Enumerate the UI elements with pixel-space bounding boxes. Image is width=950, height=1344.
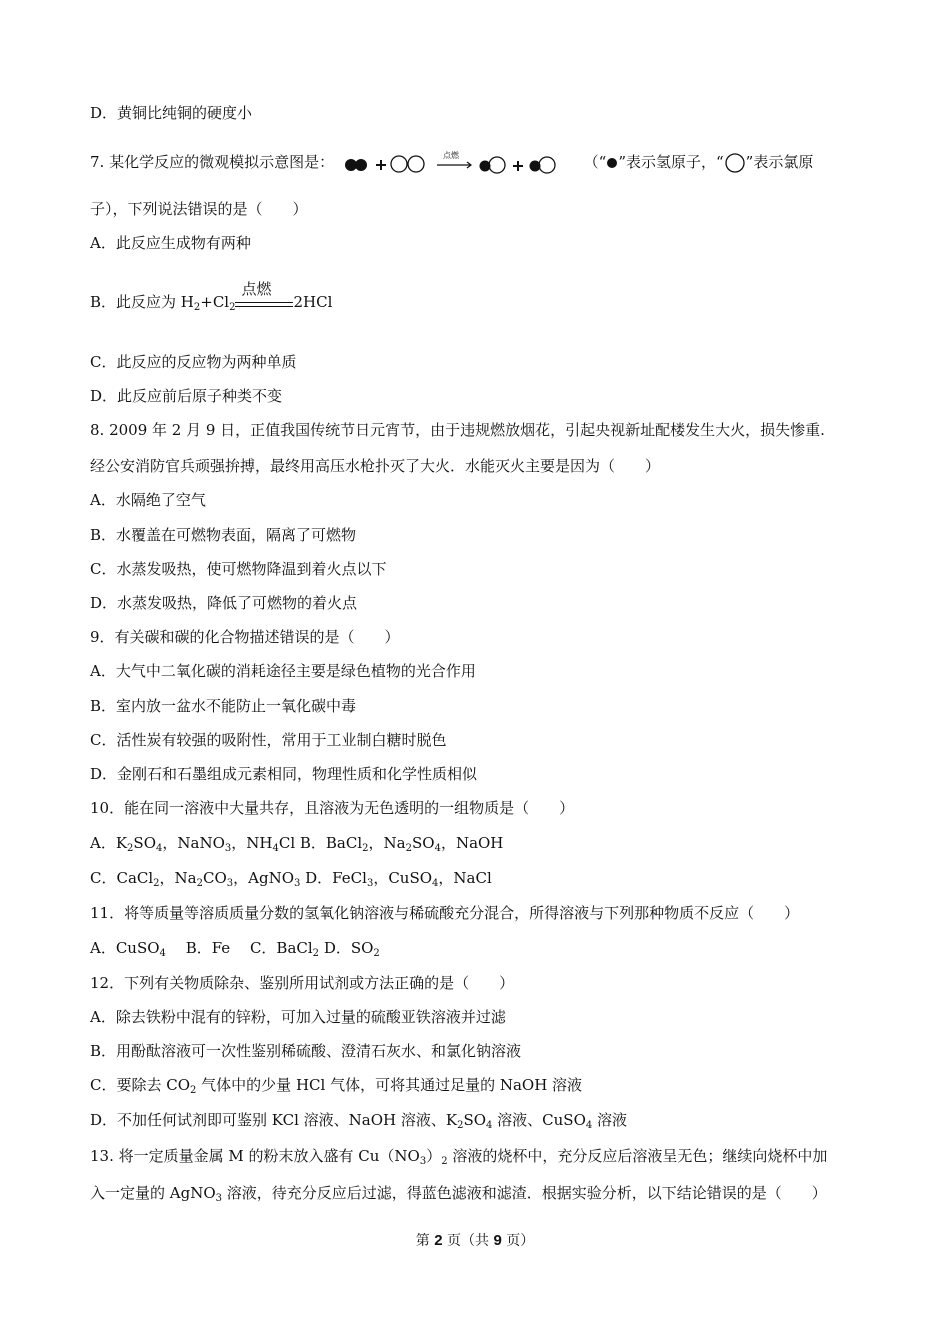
q7-stem-line2: 子），下列说法错误的是（ ） bbox=[90, 200, 308, 218]
q12-option-d: D．不加任何试剂即可鉴别 KCl 溶液、NaOH 溶液、$K_2SO_4$ 溶液、CuSO$_4$ 溶液 bbox=[90, 1111, 628, 1131]
q9-option-d: D．金刚石和石墨组成元素相同，物理性质和化学性质相似 bbox=[90, 765, 478, 783]
q6-option-d: D．黄铜比纯铜的硬度小 bbox=[90, 104, 253, 122]
q12-option-a: A．除去铁粉中混有的锌粉，可加入过量的硫酸亚铁溶液并过滤 bbox=[90, 1008, 506, 1026]
reaction-diagram bbox=[339, 150, 579, 176]
q10-stem: 10．能在同一溶液中大量共存，且溶液为无色透明的一组物质是（ ） bbox=[90, 799, 575, 817]
q7-legend-c: ”表示氯原 bbox=[745, 153, 814, 171]
q7-legend-b: ”表示氢原子，“ bbox=[618, 153, 724, 171]
q11-stem: 11．将等质量等溶质质量分数的氢氧化钠溶液与稀硫酸充分混合，所得溶液与下列那种物质不反应（ ） bbox=[90, 904, 800, 922]
h2-molecule-icon bbox=[345, 159, 367, 171]
q13-stem-line2: 入一定量的 AgNO$_3$ 溶液，待充分反应后过滤，得蓝色滤液和滤渣．根据实验分析，以下结论错误的是（ ） bbox=[90, 1184, 827, 1204]
q9-option-b: B．室内放一盆水不能防止一氧化碳中毒 bbox=[90, 697, 357, 715]
q8-option-c: C．水蒸发吸热，使可燃物降温到着火点以下 bbox=[90, 560, 387, 578]
hcl-molecule-icon bbox=[479, 157, 505, 173]
reaction-arrow-icon bbox=[437, 150, 471, 168]
q7-option-a: A．此反应生成物有两种 bbox=[90, 234, 251, 252]
page-number: 2 bbox=[434, 1232, 443, 1249]
q12-option-b: B．用酚酞溶液可一次性鉴别稀硫酸、澄清石灰水、和氯化钠溶液 bbox=[90, 1042, 522, 1060]
q8-option-d: D．水蒸发吸热，降低了可燃物的着火点 bbox=[90, 594, 358, 612]
q7-stem-a: 7. 某化学反应的微观模拟示意图是： bbox=[90, 153, 335, 171]
arrow-label: 点燃 bbox=[442, 151, 459, 160]
q12-stem: 12．下列有关物质除杂、鉴别所用试剂或方法正确的是（ ） bbox=[90, 974, 515, 992]
q8-option-a: A．水隔绝了空气 bbox=[90, 491, 206, 509]
q8-option-b: B．水覆盖在可燃物表面，隔离了可燃物 bbox=[90, 526, 357, 544]
reaction-condition: 点燃 bbox=[235, 291, 293, 311]
plus-icon-2 bbox=[513, 161, 523, 171]
q8-stem-line1: 8. 2009 年 2 月 9 日，正值我国传统节日元宵节，由于违规燃放烟花，引起央视新址配楼发生大火，损失惨重. bbox=[90, 421, 825, 439]
q9-option-c: C．活性炭有较强的吸附性，常用于工业制白糖时脱色 bbox=[90, 731, 447, 749]
q7-legend-a: （“ bbox=[583, 153, 607, 171]
q10-options-ab: A．$K_2SO_4$，NaNO$_3$，$NH_4Cl$ B．BaCl$_2$，$Na_2SO_4$，NaOH bbox=[90, 834, 504, 854]
cl2-molecule-icon bbox=[391, 156, 424, 172]
hcl-molecule-icon-2 bbox=[529, 157, 555, 173]
plus-icon bbox=[376, 160, 386, 170]
q9-option-a: A．大气中二氧化碳的消耗途径主要是绿色植物的光合作用 bbox=[90, 662, 476, 680]
q7-option-d: D．此反应前后原子种类不变 bbox=[90, 387, 283, 405]
hydrogen-atom-icon bbox=[606, 156, 618, 170]
q9-stem: 9．有关碳和碳的化合物描述错误的是（ ） bbox=[90, 628, 400, 646]
q7-option-b: B．此反应为 $H_2+Cl_2$ 点燃 2HCl bbox=[90, 280, 333, 313]
q12-option-c: C．要除去 $CO_2$ 气体中的少量 HCl 气体，可将其通过足量的 NaOH 溶液 bbox=[90, 1076, 583, 1096]
page-footer: 第 2 页（共 9 页） bbox=[415, 1232, 535, 1249]
q7-stem-line1 bbox=[90, 150, 813, 176]
q10-options-cd: C．CaCl$_2$，$Na_2CO_3$，AgNO$_3$ D．FeCl$_3$，CuSO$_4$，NaCl bbox=[90, 869, 492, 889]
q13-stem-line1: 13. 将一定质量金属 M 的粉末放入盛有 $Cu(NO_3)_2$ 溶液的烧杯中，充分反应后溶液呈无色；继续向烧杯中加 bbox=[90, 1147, 828, 1167]
page-total: 9 bbox=[493, 1232, 502, 1249]
q8-stem-line2: 经公安消防官兵顽强拚搏，最终用高压水枪扑灭了大火．水能灭火主要是因为（ ） bbox=[90, 457, 661, 475]
chlorine-atom-icon bbox=[724, 152, 746, 174]
q7-option-c: C．此反应的反应物为两种单质 bbox=[90, 353, 297, 371]
q11-options: A．CuSO$_4$ B．Fe C．BaCl$_2$ D．$SO_2$ bbox=[90, 939, 380, 959]
